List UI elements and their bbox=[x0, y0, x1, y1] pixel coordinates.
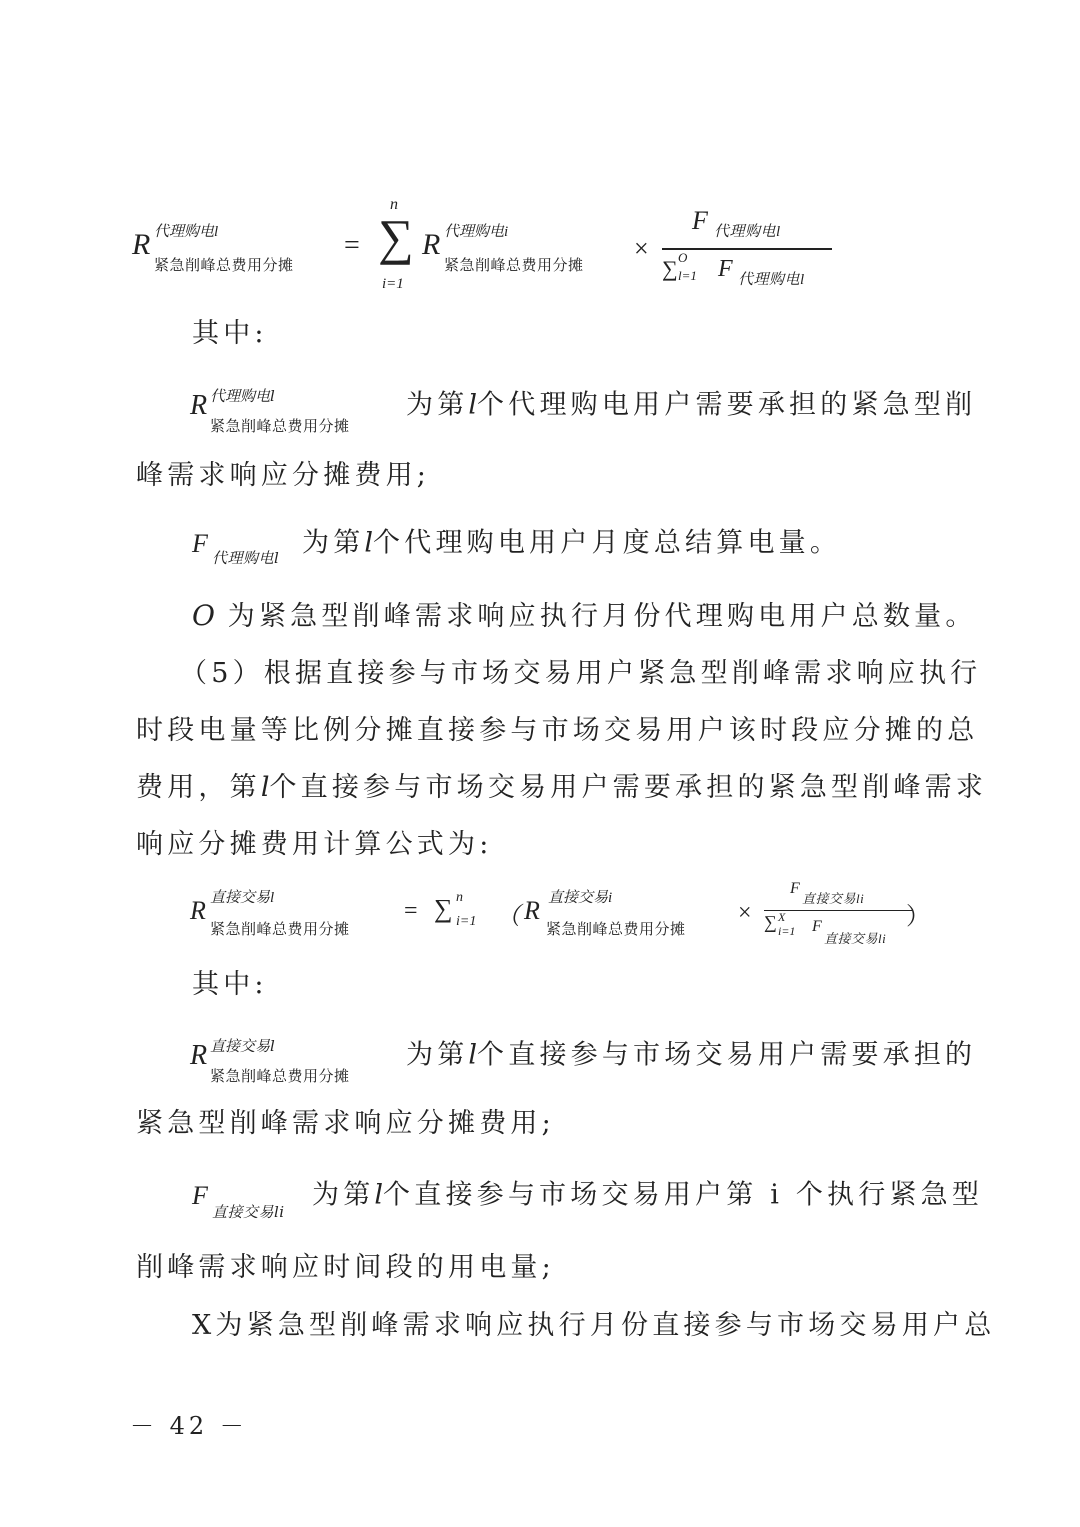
def5-var: l bbox=[374, 1179, 384, 1211]
paragraph-5-line-4: 响应分摊费用计算公式为: bbox=[136, 829, 493, 860]
formula1-sum-bottom: i=1 bbox=[382, 276, 404, 292]
def4-text-a: 为第 bbox=[406, 1039, 469, 1071]
formula1-den-sum: ∑ bbox=[662, 256, 678, 281]
formula1-term-base: R bbox=[422, 228, 441, 261]
formula2-den-base: F bbox=[812, 918, 822, 935]
formula2-num-sub: 直接交易li bbox=[802, 891, 865, 906]
formula2-times: × bbox=[738, 900, 752, 926]
formula-proxy-allocation bbox=[132, 196, 852, 296]
formula2-den-sub: 直接交易li bbox=[824, 931, 887, 946]
formula1-times: × bbox=[634, 234, 649, 263]
def2-base: F bbox=[192, 529, 213, 558]
formula-direct-allocation bbox=[190, 880, 930, 950]
def4-var: l bbox=[468, 1039, 478, 1071]
def5-text-b: 个直接参与市场交易用户第 i 个执行紧急型 bbox=[383, 1179, 984, 1211]
formula1-term-sup: 代理购电i bbox=[444, 224, 509, 240]
formula2-open-paren: （ bbox=[496, 904, 520, 930]
def1-sub: 紧急削峰总费用分摊 bbox=[210, 417, 350, 435]
formula2-term-sup: 直接交易i bbox=[548, 890, 613, 906]
def1-text-b: 个代理购电用户需要承担的紧急型削 bbox=[477, 389, 977, 421]
paragraph-5-line-1: （5）根据直接参与市场交易用户紧急型削峰需求响应执行 bbox=[180, 658, 982, 689]
paragraph-5-line-2: 时段电量等比例分摊直接参与市场交易用户该时段应分摊的总 bbox=[136, 715, 979, 746]
formula2-lhs-base: R bbox=[190, 896, 206, 925]
def1-base: R bbox=[190, 390, 212, 421]
def2-text-a: 为第 bbox=[302, 527, 365, 559]
def4-text-b: 个直接参与市场交易用户需要承担的 bbox=[477, 1039, 977, 1071]
definition-1-line-1 bbox=[136, 386, 977, 435]
formula2-lhs-sub: 紧急削峰总费用分摊 bbox=[210, 922, 350, 938]
formula1-lhs-sup: 代理购电l bbox=[154, 224, 219, 240]
def2-symbol bbox=[136, 524, 302, 567]
formula1-num-base: F bbox=[692, 206, 708, 235]
def4-sub: 紧急削峰总费用分摊 bbox=[210, 1067, 350, 1085]
formula1-lhs-base: R bbox=[132, 228, 151, 261]
formula2-term-base: R bbox=[524, 896, 540, 925]
formula2-sum: ∑ bbox=[434, 894, 453, 923]
def5-sub: 直接交易li bbox=[212, 1203, 285, 1221]
definition-5-line-1 bbox=[136, 1176, 984, 1221]
formula2-sum-sup: n bbox=[456, 890, 463, 905]
def2-var: l bbox=[364, 527, 374, 559]
def1-symbol bbox=[136, 386, 406, 435]
p5-text-a: 费用，第 bbox=[136, 772, 261, 803]
def1-var: l bbox=[468, 389, 478, 421]
definition-5-line-2: 削峰需求响应时间段的用电量; bbox=[136, 1252, 555, 1283]
definition-6: X为紧急型削峰需求响应执行月份直接参与市场交易用户总 bbox=[192, 1310, 996, 1341]
p5-text-b: 个直接参与市场交易用户需要承担的紧急型削峰需求 bbox=[269, 772, 988, 803]
def5-symbol bbox=[136, 1176, 312, 1221]
definition-4-line-1 bbox=[136, 1036, 977, 1085]
paragraph-5-line-3 bbox=[136, 770, 988, 806]
def5-text-a: 为第 bbox=[312, 1179, 375, 1211]
formula2-den-sum-sub: i=1 bbox=[778, 924, 796, 938]
p5-var: l bbox=[260, 772, 270, 803]
def3-var: O bbox=[192, 599, 215, 632]
formula2-close-paren: ） bbox=[906, 904, 930, 930]
def4-sup: 直接交易l bbox=[210, 1037, 275, 1055]
formula1-den-sum-top: O bbox=[678, 250, 688, 265]
formula2-den-sum-sup: X bbox=[778, 910, 786, 924]
formula2-fraction-bar bbox=[764, 910, 912, 911]
def1-text-a: 为第 bbox=[406, 389, 469, 421]
qizhong-2: 其中: bbox=[192, 969, 268, 1000]
def2-text-b: 个代理购电用户月度总结算电量。 bbox=[373, 527, 842, 559]
formula2-den-sum: ∑ bbox=[764, 912, 777, 932]
def4-symbol bbox=[136, 1036, 406, 1085]
formula1-den-sum-bottom: l=1 bbox=[678, 268, 697, 283]
def2-sub: 代理购电l bbox=[212, 549, 280, 567]
formula1-sum-top: n bbox=[390, 196, 398, 213]
def3-text: 为紧急型削峰需求响应执行月份代理购电用户总数量。 bbox=[214, 601, 977, 632]
definition-2 bbox=[136, 524, 936, 567]
formula2-lhs-sup: 直接交易l bbox=[210, 890, 275, 906]
formula1-num-sub: 代理购电l bbox=[714, 224, 781, 240]
def5-base: F bbox=[192, 1181, 213, 1210]
def1-sup: 代理购电l bbox=[210, 387, 275, 405]
def4-base: R bbox=[190, 1040, 212, 1071]
formula2-num-base: F bbox=[790, 880, 800, 897]
definition-3 bbox=[192, 598, 992, 635]
formula2-equals: = bbox=[404, 898, 418, 924]
formula2-sum-sub: i=1 bbox=[456, 914, 477, 929]
formula1-term-sub: 紧急削峰总费用分摊 bbox=[444, 258, 584, 274]
definition-1-line-2: 峰需求响应分摊费用; bbox=[136, 460, 431, 491]
formula1-den-base: F bbox=[718, 256, 733, 282]
formula1-equals: = bbox=[344, 230, 360, 261]
formula1-fraction-bar bbox=[662, 248, 832, 250]
qizhong-1: 其中: bbox=[192, 318, 268, 349]
formula2-term-sub: 紧急削峰总费用分摊 bbox=[546, 922, 686, 938]
formula1-den-sub: 代理购电l bbox=[738, 272, 805, 288]
definition-4-line-2: 紧急型削峰需求响应分摊费用; bbox=[136, 1108, 555, 1139]
formula1-sum: ∑ bbox=[378, 209, 414, 265]
page-number: － 42 － bbox=[130, 1412, 248, 1440]
formula1-lhs-sub: 紧急削峰总费用分摊 bbox=[154, 258, 294, 274]
